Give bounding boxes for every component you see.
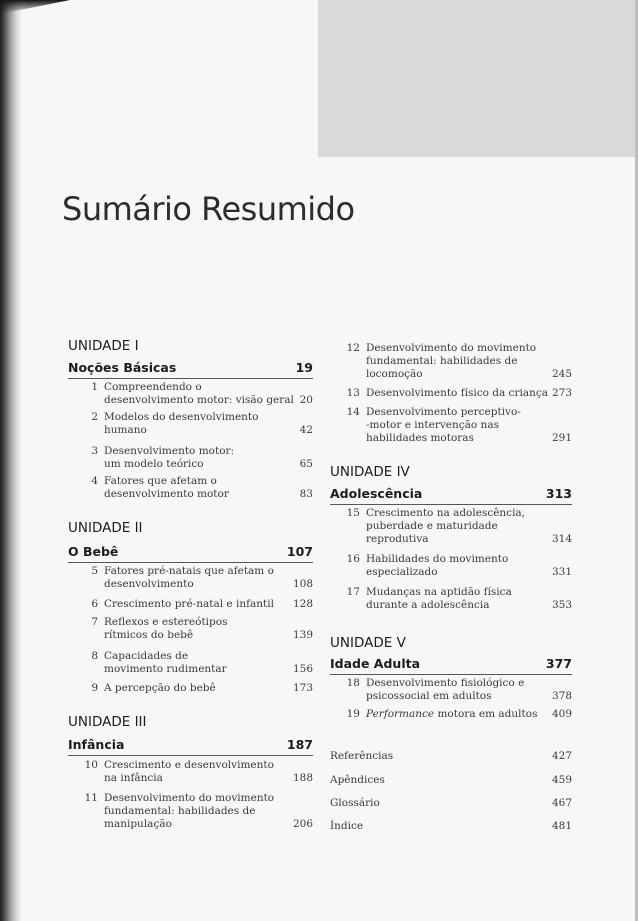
chapter-title: Desenvolvimento do movimento fundamental: habilidades de locomoção: [366, 342, 537, 380]
chapter-number: 19: [346, 708, 360, 720]
chapter-number: 5: [91, 565, 98, 577]
unit-name: Noções Básicas: [68, 360, 177, 375]
chapter-page: 20: [299, 394, 313, 406]
chapter-title: Fatores que afetam o desenvolvimento motor: [104, 475, 229, 500]
unit-page: 377: [545, 656, 572, 671]
chapter-number: 2: [91, 411, 98, 423]
header-gray-block: [318, 0, 636, 157]
chapter-page: 331: [551, 566, 572, 578]
chapter-page: 291: [551, 432, 572, 444]
chapter-title: Fatores pré-natais que afetam o desenvolvimento: [104, 565, 274, 590]
chapter-page: 173: [292, 682, 313, 694]
chapter-page: 83: [299, 488, 313, 500]
page-corner-shadow: [0, 0, 70, 14]
chapter-title: Desenvolvimento físico da criança: [366, 387, 548, 399]
unit-name: O Bebê: [68, 544, 119, 559]
chapter-number: 10: [84, 759, 98, 771]
chapter-title: Crescimento pré-natal e infantil: [104, 598, 274, 610]
binding-shadow: [0, 0, 22, 921]
unit-page: 313: [545, 486, 572, 501]
unit-name: Adolescência: [330, 486, 423, 501]
chapter-number: 9: [91, 682, 98, 694]
chapter-page: 314: [551, 533, 572, 545]
unit-label-1: UNIDADE I: [68, 338, 139, 354]
unit-label-4: UNIDADE IV: [330, 464, 410, 480]
unit-heading-1: [68, 360, 313, 379]
unit-page: 19: [295, 360, 313, 375]
chapter-page: 206: [292, 818, 313, 830]
chapter-title: Desenvolvimento motor: um modelo teórico: [104, 445, 235, 470]
chapter-number: 4: [91, 475, 98, 487]
unit-page: 187: [286, 737, 313, 752]
unit-page: 107: [286, 544, 313, 559]
unit-label-3: UNIDADE III: [68, 714, 147, 730]
chapter-page: 273: [551, 387, 572, 399]
chapter-number: 16: [346, 553, 360, 565]
chapter-page: 409: [551, 708, 572, 720]
chapter-title: Capacidades de movimento rudimentar: [104, 650, 227, 675]
chapter-number: 11: [84, 792, 98, 804]
unit-label-2: UNIDADE II: [68, 520, 143, 536]
chapter-number: 14: [346, 406, 360, 418]
chapter-page: 378: [551, 690, 572, 702]
chapter-title: Compreendendo o desenvolvimento motor: visão geral: [104, 381, 294, 406]
chapter-title: Crescimento e desenvolvimento na infância: [104, 759, 274, 784]
chapter-number: 8: [91, 650, 98, 662]
chapter-number: 17: [346, 586, 360, 598]
chapter-title: Performance motora em adultos: [366, 708, 538, 720]
chapter-number: 12: [346, 342, 360, 354]
chapter-number: 7: [91, 616, 98, 628]
chapter-title: Habilidades do movimento especializado: [366, 553, 509, 578]
chapter-page: 65: [299, 458, 313, 470]
chapter-title: Crescimento na adolescência, puberdade e maturidade reprodutiva: [366, 507, 526, 545]
chapter-title: A percepção do bebê: [104, 682, 216, 694]
page-title: Sumário Resumido: [62, 190, 355, 228]
chapter-title: Desenvolvimento perceptivo- -motor e intervenção nas habilidades motoras: [366, 406, 521, 444]
chapter-page: 156: [292, 663, 313, 675]
chapter-page: 42: [299, 424, 313, 436]
chapter-title: Modelos do desenvolvimento humano: [104, 411, 259, 436]
chapter-number: 6: [91, 598, 98, 610]
chapter-page: 128: [292, 598, 313, 610]
chapter-page: 139: [292, 629, 313, 641]
unit-heading-2: [68, 544, 313, 563]
chapter-number: 13: [346, 387, 360, 399]
chapter-page: 188: [292, 772, 313, 784]
chapter-page: 245: [551, 368, 572, 380]
chapter-number: 3: [91, 445, 98, 457]
unit-heading-5: [330, 656, 572, 675]
chapter-title: Reflexos e estereótipos rítmicos do bebê: [104, 616, 228, 641]
unit-label-5: UNIDADE V: [330, 635, 406, 651]
chapter-page: 353: [551, 599, 572, 611]
chapter-number: 15: [346, 507, 360, 519]
chapter-page: 108: [292, 578, 313, 590]
chapter-title: Desenvolvimento fisiológico e psicossocial em adultos: [366, 677, 525, 702]
chapter-title: Mudanças na aptidão física durante a adolescência: [366, 586, 512, 611]
unit-heading-3: [68, 737, 313, 756]
chapter-number: 1: [91, 381, 98, 393]
unit-name: Idade Adulta: [330, 656, 421, 671]
chapter-number: 18: [346, 677, 360, 689]
chapter-title: Desenvolvimento do movimento fundamental: habilidades de manipulação: [104, 792, 275, 830]
unit-heading-4: [330, 486, 572, 505]
unit-name: Infância: [68, 737, 125, 752]
